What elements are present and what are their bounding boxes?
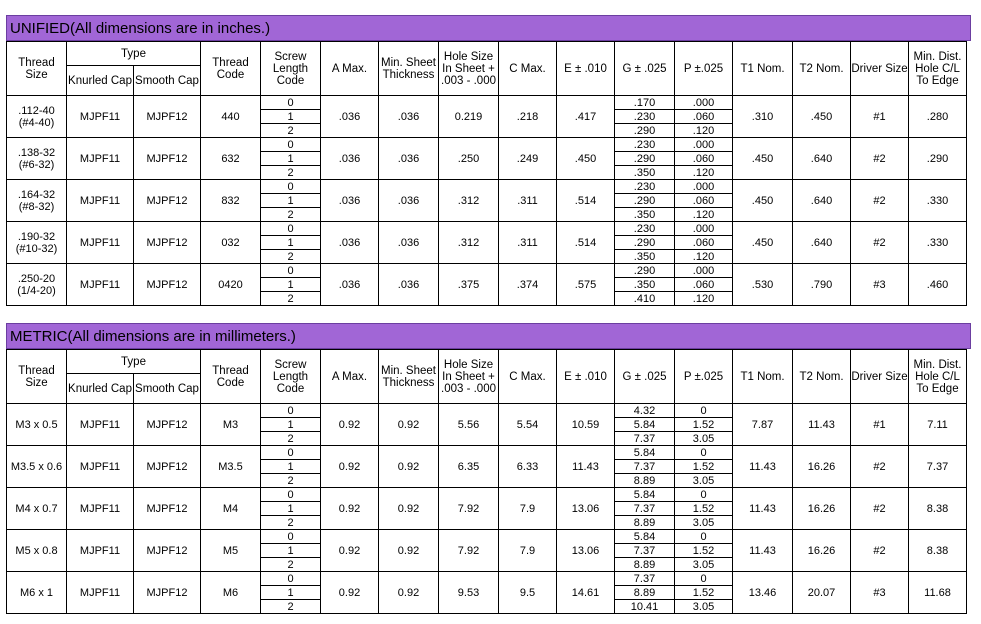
p-cell: 3.05: [675, 432, 733, 446]
g-cell: 7.37: [615, 460, 675, 474]
min-dist-cell: 11.68: [909, 572, 967, 614]
driver-size-cell: #2: [851, 222, 909, 264]
thread-size-secondary: (#6-32): [18, 158, 55, 171]
min-dist-cell: .330: [909, 180, 967, 222]
thread-code-cell: 440: [201, 96, 261, 138]
thread-size-primary: .250-20: [17, 272, 56, 285]
header-type: Type: [67, 350, 201, 374]
p-cell: .000: [675, 138, 733, 152]
hole-size-cell: 7.92: [439, 488, 499, 530]
driver-size-cell: #1: [851, 404, 909, 446]
min-sheet-cell: 0.92: [379, 530, 439, 572]
table-row: [7, 404, 981, 418]
header-t2: T2 Nom.: [793, 350, 851, 404]
unified-table: [6, 41, 981, 306]
t1-cell: 13.46: [733, 572, 793, 614]
thread-code-cell: 632: [201, 138, 261, 180]
p-cell: .120: [675, 208, 733, 222]
header-thread-code: Thread Code: [201, 42, 261, 96]
t1-cell: 11.43: [733, 446, 793, 488]
p-cell: .120: [675, 124, 733, 138]
t1-cell: 7.87: [733, 404, 793, 446]
g-cell: .230: [615, 222, 675, 236]
min-sheet-cell: 0.92: [379, 572, 439, 614]
t1-cell: .450: [733, 222, 793, 264]
table-row: [7, 222, 981, 236]
p-cell: 1.52: [675, 418, 733, 432]
smooth-cap-cell: MJPF12: [134, 488, 201, 530]
min-sheet-cell: 0.92: [379, 446, 439, 488]
thread-code-cell: 0420: [201, 264, 261, 306]
c-max-cell: .218: [499, 96, 557, 138]
p-cell: .060: [675, 278, 733, 292]
g-cell: 7.37: [615, 572, 675, 586]
g-cell: 4.32: [615, 404, 675, 418]
screw-length-code-cell: 2: [261, 432, 321, 446]
p-cell: .060: [675, 152, 733, 166]
knurled-cap-cell: MJPF11: [67, 488, 134, 530]
p-cell: .000: [675, 264, 733, 278]
t1-cell: .450: [733, 180, 793, 222]
e-cell: 13.06: [557, 488, 615, 530]
knurled-cap-cell: MJPF11: [67, 530, 134, 572]
p-cell: 3.05: [675, 516, 733, 530]
g-cell: 7.37: [615, 544, 675, 558]
c-max-cell: 9.5: [499, 572, 557, 614]
knurled-cap-cell: MJPF11: [67, 264, 134, 306]
t2-cell: .790: [793, 264, 851, 306]
driver-size-cell: #1: [851, 96, 909, 138]
c-max-cell: 7.9: [499, 488, 557, 530]
e-cell: .514: [557, 180, 615, 222]
g-cell: .230: [615, 180, 675, 194]
thread-size-primary: M6 x 1: [19, 586, 53, 599]
screw-length-code-cell: 0: [261, 222, 321, 236]
smooth-cap-cell: MJPF12: [134, 572, 201, 614]
knurled-cap-cell: MJPF11: [67, 572, 134, 614]
a-max-cell: 0.92: [321, 530, 379, 572]
screw-length-code-cell: 2: [261, 208, 321, 222]
smooth-cap-cell: MJPF12: [134, 404, 201, 446]
screw-length-code-cell: 2: [261, 124, 321, 138]
g-cell: .350: [615, 166, 675, 180]
min-sheet-cell: .036: [379, 264, 439, 306]
header-t1: T1 Nom.: [733, 42, 793, 96]
screw-length-code-cell: 1: [261, 278, 321, 292]
g-cell: .230: [615, 138, 675, 152]
screw-length-code-cell: 0: [261, 180, 321, 194]
e-cell: 14.61: [557, 572, 615, 614]
min-sheet-cell: 0.92: [379, 488, 439, 530]
thread-code-cell: 032: [201, 222, 261, 264]
thread-size-secondary: (#4-40): [18, 116, 55, 129]
min-dist-cell: 7.11: [909, 404, 967, 446]
screw-length-code-cell: 0: [261, 138, 321, 152]
thread-code-cell: M3.5: [201, 446, 261, 488]
screw-length-code-cell: 2: [261, 600, 321, 614]
header-knurled-cap: Knurled Cap: [67, 374, 134, 404]
t2-cell: 20.07: [793, 572, 851, 614]
header-a-max: A Max.: [321, 42, 379, 96]
min-dist-cell: .290: [909, 138, 967, 180]
g-cell: 8.89: [615, 558, 675, 572]
p-cell: 0: [675, 404, 733, 418]
thread-code-cell: M5: [201, 530, 261, 572]
driver-size-cell: #2: [851, 530, 909, 572]
t2-cell: .640: [793, 138, 851, 180]
p-cell: 3.05: [675, 558, 733, 572]
hole-size-cell: 6.35: [439, 446, 499, 488]
screw-length-code-cell: 0: [261, 264, 321, 278]
metric-title: METRIC(All dimensions are in millimeters.): [6, 323, 971, 349]
t2-cell: .640: [793, 180, 851, 222]
hole-size-cell: .375: [439, 264, 499, 306]
p-cell: 0: [675, 530, 733, 544]
min-sheet-cell: 0.92: [379, 404, 439, 446]
a-max-cell: .036: [321, 180, 379, 222]
t1-cell: .450: [733, 138, 793, 180]
screw-length-code-cell: 2: [261, 250, 321, 264]
header-smooth-cap: Smooth Cap: [134, 66, 201, 96]
c-max-cell: .374: [499, 264, 557, 306]
screw-length-code-cell: 1: [261, 502, 321, 516]
table-row: [7, 446, 981, 460]
driver-size-cell: #2: [851, 138, 909, 180]
screw-length-code-cell: 0: [261, 96, 321, 110]
thread-size-secondary: (#10-32): [15, 242, 58, 255]
c-max-cell: .311: [499, 180, 557, 222]
thread-size-cell: [7, 488, 67, 530]
thread-size-cell: [7, 446, 67, 488]
hole-size-cell: .312: [439, 180, 499, 222]
thread-size-cell: [7, 96, 67, 138]
metric-section: [6, 323, 971, 614]
thread-size-primary: M4 x 0.7: [15, 502, 58, 515]
thread-size-primary: .138-32: [17, 146, 56, 159]
thread-size-cell: [7, 264, 67, 306]
screw-length-code-cell: 0: [261, 404, 321, 418]
header-thread-code: Thread Code: [201, 350, 261, 404]
g-cell: .290: [615, 194, 675, 208]
thread-code-cell: M3: [201, 404, 261, 446]
smooth-cap-cell: MJPF12: [134, 180, 201, 222]
screw-length-code-cell: 1: [261, 152, 321, 166]
a-max-cell: 0.92: [321, 488, 379, 530]
header-c-max: C Max.: [499, 350, 557, 404]
screw-length-code-cell: 2: [261, 292, 321, 306]
p-cell: 3.05: [675, 600, 733, 614]
screw-length-code-cell: 1: [261, 236, 321, 250]
header-driver-size: Driver Size: [851, 42, 909, 96]
thread-size-primary: .164-32: [17, 188, 56, 201]
g-cell: .290: [615, 152, 675, 166]
knurled-cap-cell: MJPF11: [67, 222, 134, 264]
thread-size-primary: .112-40: [18, 104, 55, 117]
t2-cell: .640: [793, 222, 851, 264]
screw-length-code-cell: 0: [261, 446, 321, 460]
smooth-cap-cell: MJPF12: [134, 446, 201, 488]
p-cell: .060: [675, 110, 733, 124]
metric-table: [6, 349, 981, 614]
p-cell: 1.52: [675, 460, 733, 474]
header-min-sheet-thickness: Min. Sheet Thickness: [379, 42, 439, 96]
a-max-cell: 0.92: [321, 404, 379, 446]
g-cell: 5.84: [615, 488, 675, 502]
p-cell: 3.05: [675, 474, 733, 488]
screw-length-code-cell: 1: [261, 544, 321, 558]
min-sheet-cell: .036: [379, 96, 439, 138]
a-max-cell: .036: [321, 138, 379, 180]
screw-length-code-cell: 0: [261, 488, 321, 502]
header-e: E ± .010: [557, 42, 615, 96]
header-hole-size: Hole Size In Sheet + .003 - .000: [439, 42, 499, 96]
g-cell: .230: [615, 110, 675, 124]
screw-length-code-cell: 1: [261, 460, 321, 474]
min-dist-cell: .330: [909, 222, 967, 264]
t2-cell: 16.26: [793, 488, 851, 530]
unified-section: [6, 15, 971, 306]
t1-cell: 11.43: [733, 530, 793, 572]
t1-cell: .530: [733, 264, 793, 306]
p-cell: .000: [675, 180, 733, 194]
p-cell: .120: [675, 292, 733, 306]
t1-cell: 11.43: [733, 488, 793, 530]
g-cell: .350: [615, 278, 675, 292]
c-max-cell: 5.54: [499, 404, 557, 446]
unified-title: UNIFIED(All dimensions are in inches.): [6, 15, 971, 41]
header-t2: T2 Nom.: [793, 42, 851, 96]
table-row: [7, 572, 981, 586]
screw-length-code-cell: 2: [261, 474, 321, 488]
header-driver-size: Driver Size: [851, 350, 909, 404]
p-cell: 1.52: [675, 586, 733, 600]
smooth-cap-cell: MJPF12: [134, 222, 201, 264]
e-cell: .450: [557, 138, 615, 180]
g-cell: .350: [615, 208, 675, 222]
header-screw-length-code: Screw Length Code: [261, 42, 321, 96]
knurled-cap-cell: MJPF11: [67, 404, 134, 446]
thread-size-cell: [7, 530, 67, 572]
p-cell: .120: [675, 166, 733, 180]
hole-size-cell: 7.92: [439, 530, 499, 572]
thread-size-primary: M3 x 0.5: [15, 418, 58, 431]
header-knurled-cap: Knurled Cap: [67, 66, 134, 96]
a-max-cell: .036: [321, 222, 379, 264]
g-cell: .290: [615, 236, 675, 250]
c-max-cell: 7.9: [499, 530, 557, 572]
min-dist-cell: 8.38: [909, 530, 967, 572]
header-thread-size: Thread Size: [7, 350, 67, 404]
header-smooth-cap: Smooth Cap: [134, 374, 201, 404]
e-cell: 11.43: [557, 446, 615, 488]
g-cell: 5.84: [615, 530, 675, 544]
thread-size-cell: [7, 572, 67, 614]
min-dist-cell: 7.37: [909, 446, 967, 488]
min-dist-cell: 8.38: [909, 488, 967, 530]
header-min-dist: Min. Dist. Hole C/L To Edge: [909, 42, 967, 96]
min-sheet-cell: .036: [379, 222, 439, 264]
g-cell: 7.37: [615, 502, 675, 516]
screw-length-code-cell: 0: [261, 572, 321, 586]
thread-size-cell: [7, 180, 67, 222]
knurled-cap-cell: MJPF11: [67, 180, 134, 222]
g-cell: 8.89: [615, 586, 675, 600]
screw-length-code-cell: 1: [261, 418, 321, 432]
p-cell: .060: [675, 236, 733, 250]
thread-size-secondary: (1/4-20): [17, 284, 56, 297]
screw-length-code-cell: 1: [261, 194, 321, 208]
min-sheet-cell: .036: [379, 180, 439, 222]
driver-size-cell: #2: [851, 180, 909, 222]
header-min-sheet-thickness: Min. Sheet Thickness: [379, 350, 439, 404]
knurled-cap-cell: MJPF11: [67, 138, 134, 180]
table-row: [7, 530, 981, 544]
g-cell: 5.84: [615, 418, 675, 432]
hole-size-cell: .312: [439, 222, 499, 264]
g-cell: 8.89: [615, 516, 675, 530]
thread-size-secondary: (#8-32): [18, 200, 55, 213]
min-sheet-cell: .036: [379, 138, 439, 180]
thread-size-primary: .190-32: [17, 230, 56, 243]
g-cell: .350: [615, 250, 675, 264]
header-a-max: A Max.: [321, 350, 379, 404]
smooth-cap-cell: MJPF12: [134, 96, 201, 138]
table-row: [7, 138, 981, 152]
t2-cell: .450: [793, 96, 851, 138]
g-cell: 7.37: [615, 432, 675, 446]
thread-size-cell: [7, 404, 67, 446]
knurled-cap-cell: MJPF11: [67, 446, 134, 488]
e-cell: .514: [557, 222, 615, 264]
header-hole-size: Hole Size In Sheet + .003 - .000: [439, 350, 499, 404]
screw-length-code-cell: 0: [261, 530, 321, 544]
driver-size-cell: #3: [851, 264, 909, 306]
c-max-cell: 6.33: [499, 446, 557, 488]
hole-size-cell: 0.219: [439, 96, 499, 138]
a-max-cell: .036: [321, 96, 379, 138]
thread-size-cell: [7, 138, 67, 180]
screw-length-code-cell: 1: [261, 586, 321, 600]
g-cell: .170: [615, 96, 675, 110]
p-cell: .000: [675, 96, 733, 110]
a-max-cell: 0.92: [321, 446, 379, 488]
p-cell: .060: [675, 194, 733, 208]
smooth-cap-cell: MJPF12: [134, 138, 201, 180]
header-g: G ± .025: [615, 350, 675, 404]
screw-length-code-cell: 1: [261, 110, 321, 124]
c-max-cell: .249: [499, 138, 557, 180]
min-dist-cell: .460: [909, 264, 967, 306]
e-cell: .575: [557, 264, 615, 306]
screw-length-code-cell: 2: [261, 516, 321, 530]
screw-length-code-cell: 2: [261, 166, 321, 180]
p-cell: 0: [675, 446, 733, 460]
header-c-max: C Max.: [499, 42, 557, 96]
driver-size-cell: #3: [851, 572, 909, 614]
table-row: [7, 488, 981, 502]
t2-cell: 11.43: [793, 404, 851, 446]
g-cell: .410: [615, 292, 675, 306]
c-max-cell: .311: [499, 222, 557, 264]
table-row: [7, 264, 981, 278]
hole-size-cell: 9.53: [439, 572, 499, 614]
e-cell: 10.59: [557, 404, 615, 446]
p-cell: .000: [675, 222, 733, 236]
thread-code-cell: M4: [201, 488, 261, 530]
t1-cell: .310: [733, 96, 793, 138]
header-type: Type: [67, 42, 201, 66]
header-e: E ± .010: [557, 350, 615, 404]
header-t1: T1 Nom.: [733, 350, 793, 404]
a-max-cell: .036: [321, 264, 379, 306]
e-cell: .417: [557, 96, 615, 138]
p-cell: 1.52: [675, 544, 733, 558]
screw-length-code-cell: 2: [261, 558, 321, 572]
table-row: [7, 96, 981, 110]
header-p: P ±.025: [675, 350, 733, 404]
e-cell: 13.06: [557, 530, 615, 572]
thread-code-cell: M6: [201, 572, 261, 614]
g-cell: .290: [615, 124, 675, 138]
thread-code-cell: 832: [201, 180, 261, 222]
g-cell: .290: [615, 264, 675, 278]
header-p: P ±.025: [675, 42, 733, 96]
g-cell: 8.89: [615, 474, 675, 488]
smooth-cap-cell: MJPF12: [134, 530, 201, 572]
p-cell: 1.52: [675, 502, 733, 516]
thread-size-cell: [7, 222, 67, 264]
driver-size-cell: #2: [851, 446, 909, 488]
header-g: G ± .025: [615, 42, 675, 96]
driver-size-cell: #2: [851, 488, 909, 530]
t2-cell: 16.26: [793, 530, 851, 572]
g-cell: 10.41: [615, 600, 675, 614]
hole-size-cell: 5.56: [439, 404, 499, 446]
t2-cell: 16.26: [793, 446, 851, 488]
thread-size-primary: M5 x 0.8: [15, 544, 58, 557]
a-max-cell: 0.92: [321, 572, 379, 614]
hole-size-cell: .250: [439, 138, 499, 180]
p-cell: 0: [675, 488, 733, 502]
header-thread-size: Thread Size: [7, 42, 67, 96]
table-row: [7, 180, 981, 194]
header-min-dist: Min. Dist. Hole C/L To Edge: [909, 350, 967, 404]
smooth-cap-cell: MJPF12: [134, 264, 201, 306]
min-dist-cell: .280: [909, 96, 967, 138]
knurled-cap-cell: MJPF11: [67, 96, 134, 138]
p-cell: 0: [675, 572, 733, 586]
thread-size-primary: M3.5 x 0.6: [10, 460, 63, 473]
header-screw-length-code: Screw Length Code: [261, 350, 321, 404]
g-cell: 5.84: [615, 446, 675, 460]
p-cell: .120: [675, 250, 733, 264]
